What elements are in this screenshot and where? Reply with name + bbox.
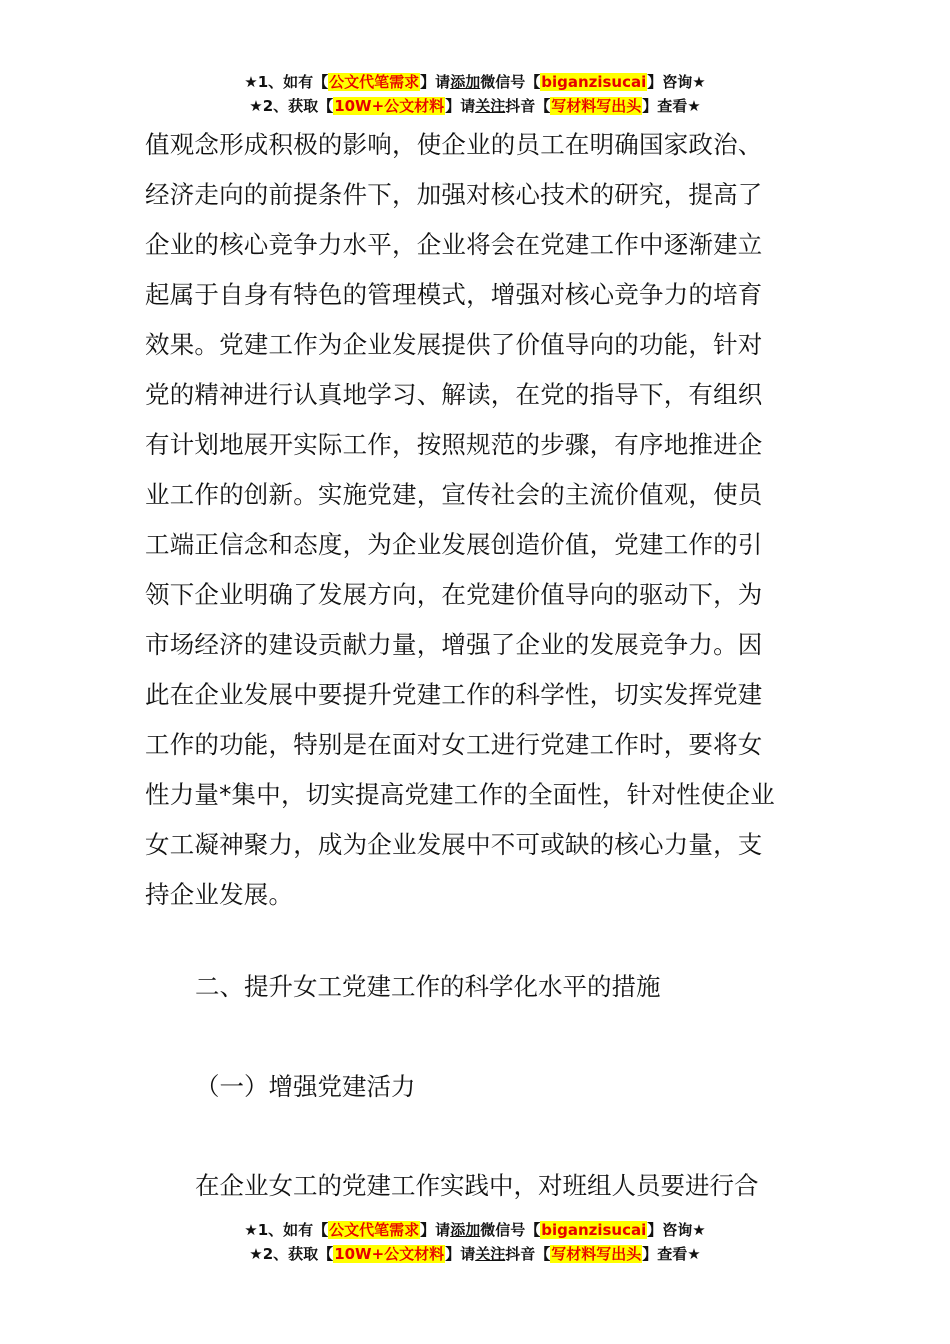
paragraph-line: 经济走向的前提条件下，加强对核心技术的研究，提高了 xyxy=(145,180,763,209)
banner-underline: 添加 xyxy=(450,1221,481,1239)
banner-highlight: 写材料写出头 xyxy=(551,1245,642,1263)
header-banner xyxy=(0,70,950,118)
banner-text: 】咨询★ xyxy=(647,73,706,91)
banner-line-1 xyxy=(0,70,950,94)
paragraph-line: 持企业发展。 xyxy=(145,880,294,909)
subsection-heading: （一）增强党建活力 xyxy=(195,1072,416,1101)
paragraph-line: 效果。党建工作为企业发展提供了价值导向的功能，针对 xyxy=(145,330,763,359)
banner-text: 】查看★ xyxy=(642,1245,701,1263)
paragraph-line: 女工凝神聚力，成为企业发展中不可或缺的核心力量，支 xyxy=(145,830,763,859)
banner-text: 】查看★ xyxy=(642,97,701,115)
paragraph-line: 业工作的创新。实施党建，宣传社会的主流价值观，使员 xyxy=(145,480,763,509)
banner-highlight: 写材料写出头 xyxy=(551,97,642,115)
banner-text: 抖音【 xyxy=(505,1245,551,1263)
paragraph-line: 工作的功能，特别是在面对女工进行党建工作时，要将女 xyxy=(145,730,763,759)
banner-highlight: biganzisucai xyxy=(541,1221,647,1239)
paragraph-line: 性力量*集中，切实提高党建工作的全面性，针对性使企业 xyxy=(145,780,775,809)
banner-underline: 关注 xyxy=(475,97,506,115)
paragraph-line: 此在企业发展中要提升党建工作的科学性，切实发挥党建 xyxy=(145,680,763,709)
banner-text: 】请 xyxy=(420,1221,451,1239)
section-heading: 二、提升女工党建工作的科学化水平的措施 xyxy=(195,972,661,1001)
paragraph-line: 有计划地展开实际工作，按照规范的步骤，有序地推进企 xyxy=(145,430,763,459)
banner-text: ★1、如有【 xyxy=(244,1221,329,1239)
banner-text: 抖音【 xyxy=(505,97,551,115)
banner-text: ★1、如有【 xyxy=(244,73,329,91)
paragraph-line: 党的精神进行认真地学习、解读，在党的指导下，有组织 xyxy=(145,380,763,409)
banner-highlight: 10W+公文材料 xyxy=(334,1245,445,1263)
banner-underline: 添加 xyxy=(450,73,481,91)
banner-line-2 xyxy=(0,1242,950,1266)
banner-highlight: 10W+公文材料 xyxy=(334,97,445,115)
paragraph-start: 在企业女工的党建工作实践中，对班组人员要进行合 xyxy=(195,1171,759,1200)
banner-text: 】咨询★ xyxy=(647,1221,706,1239)
banner-text: 微信号【 xyxy=(480,1221,541,1239)
banner-highlight: 公文代笔需求 xyxy=(329,73,420,91)
paragraph-line: 值观念形成积极的影响，使企业的员工在明确国家政治、 xyxy=(145,130,763,159)
banner-text: 】请 xyxy=(420,73,451,91)
paragraph-line: 起属于自身有特色的管理模式，增强对核心竞争力的培育 xyxy=(145,280,763,309)
paragraph-line: 市场经济的建设贡献力量，增强了企业的发展竞争力。因 xyxy=(145,630,763,659)
banner-highlight: 公文代笔需求 xyxy=(329,1221,420,1239)
footer-banner xyxy=(0,1218,950,1266)
banner-text: 】请 xyxy=(445,1245,476,1263)
banner-text: 微信号【 xyxy=(480,73,541,91)
banner-text: ★2、获取【 xyxy=(249,1245,334,1263)
paragraph-line: 工端正信念和态度，为企业发展创造价值，党建工作的引 xyxy=(145,530,763,559)
body-paragraph xyxy=(145,120,810,920)
banner-underline: 关注 xyxy=(475,1245,506,1263)
banner-highlight: biganzisucai xyxy=(541,73,647,91)
banner-line-1 xyxy=(0,1218,950,1242)
paragraph-line: 领下企业明确了发展方向，在党建价值导向的驱动下，为 xyxy=(145,580,763,609)
banner-text: 】请 xyxy=(445,97,476,115)
banner-line-2 xyxy=(0,94,950,118)
banner-text: ★2、获取【 xyxy=(249,97,334,115)
paragraph-line: 企业的核心竞争力水平，企业将会在党建工作中逐渐建立 xyxy=(145,230,763,259)
